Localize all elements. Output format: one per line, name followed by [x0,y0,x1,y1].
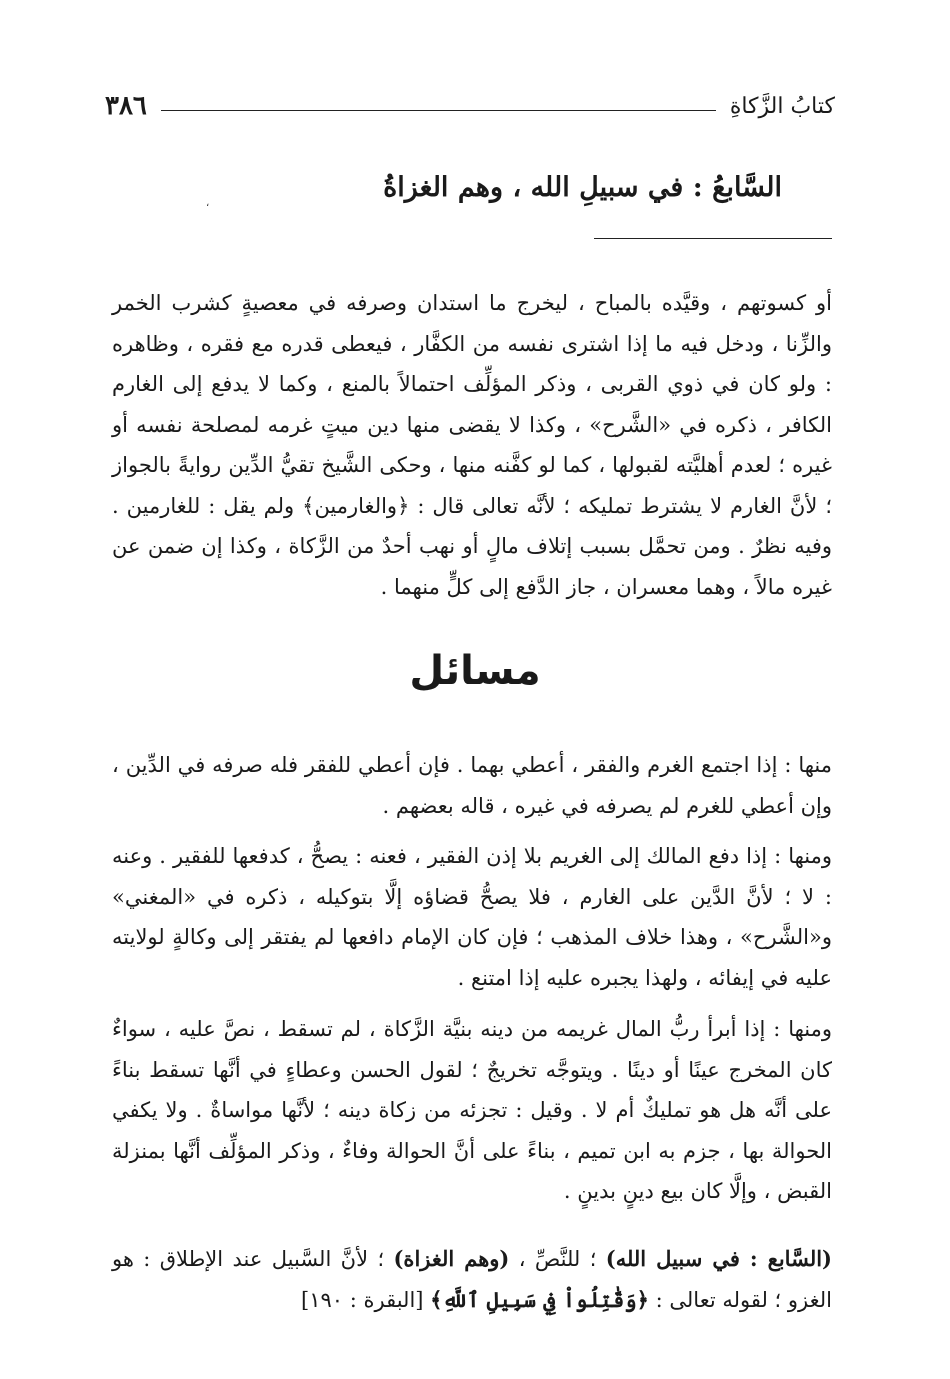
verse-reference: [البقرة : ١٩٠] [301,1287,431,1312]
matn-quote-1: (السَّابع : في سبيل الله) [605,1246,832,1271]
matn-heading: السَّابعُ : في سبيلِ الله ، وهم الغزاةُ [383,172,782,203]
paragraph-issue-3: ومنها : إذا أبرأ ربُّ المال غريمه من دينه بنيَّة الزَّكاة ، لم تسقط ، نصَّ عليه ، سواءٌ كان المخرج عينًا أو دينًا . ويتوجَّه تخريجٌ ؛ لقول الحسن وعطاءٍ في أنَّها تسقط بناءً على أنَّه هل هو تمليكٌ أم لا . وقيل : تجزئه من زكاة دينه ؛ لأنَّها مواساةٌ . ولا يكفي الحوالة بها ، جزم به ابن تميم ، بناءً على أنَّ الحوالة وفاءٌ ، وذكر المؤلِّف أنَّها بمنزلة القبض ، وإلَّا كان بيع دينٍ بدينٍ . [112,1017,832,1203]
paragraph-issue-2: ومنها : إذا دفع المالك إلى الغريم بلا إذن الفقير ، فعنه : يصحُّ ، كدفعها للفقير . وعنه : لا ؛ لأنَّ الدَّين على الغارم ، فلا يصحُّ قضاؤه إلَّا بتوكيله ، ذكره في «المغني» و«الشَّرح» ، وهذا خلاف المذهب ؛ فإن كان الإمام دافعها لم يفتقر إلى وكالةٍ لولايته عليه في إيفائه ، ولهذا يجبره عليه إذا امتنع . [112,844,832,990]
text-segment-2: ؛ لأنَّ السَّبيل عند الإطلاق : هو الغزو ؛ لقوله تعالى : [112,1247,832,1312]
matn-quote-2: (وهم الغزاة) [393,1246,510,1271]
matn-rule [594,238,832,239]
paragraph-seventh-category [112,1239,832,1320]
book-title: كتابُ الزَّكاةِ [729,93,835,119]
stray-mark: ، [206,198,210,209]
paragraph-issue-1: منها : إذا اجتمع الغرم والفقر ، أعطي بهما . فإن أعطي للفقر فله صرفه في الدِّين ، وإن أعطي للغرم لم يصرفه في غيره ، قاله بعضهم . [112,753,832,818]
paragraph-commentary: أو كسوتهم ، وقيَّده بالمباح ، ليخرج ما استدان وصرفه في معصيةٍ كشرب الخمر والزِّنا ، ودخل فيه ما إذا اشترى نفسه من الكفَّار ، فيعطى قدره مع فقره ، وظاهره : ولو كان في ذوي القربى ، وذكر المؤلِّف احتمالاً بالمنع ، وكما لا يدفع إلى الغارم الكافر ، ذكره في «الشَّرح» ، وكذا لا يقضى منها دين ميتٍ غرمه لمصلحة نفسه أو غيره ؛ لعدم أهليَّته لقبولها ، كما لو كفَّنه منها ، وحكى الشَّيخ تقيُّ الدِّين روايةً بالجواز ؛ لأنَّ الغارم لا يشترط تمليكه ؛ لأنَّه تعالى قال : ﴿والغارمين﴾ ولم يقل : للغارمين . وفيه نظرٌ . ومن تحمَّل بسبب إتلاف مالٍ أو نهب أحدٌ من الزَّكاة ، وكذا إن ضمن عن غيره مالاً ، وهما معسران ، جاز الدَّفع إلى كلٍّ منهما . [112,291,832,599]
text-segment-1: ؛ للنَّصِّ ، [509,1247,606,1271]
quran-verse: ﴿وَقَٰتِلُواْ فِي سَبِيلِ ٱللَّهِ﴾ [430,1286,649,1312]
header-rule [161,110,716,111]
page-header [105,86,835,126]
section-title: مسائل [409,648,541,694]
page-number: ٣٨٦ [105,91,147,121]
